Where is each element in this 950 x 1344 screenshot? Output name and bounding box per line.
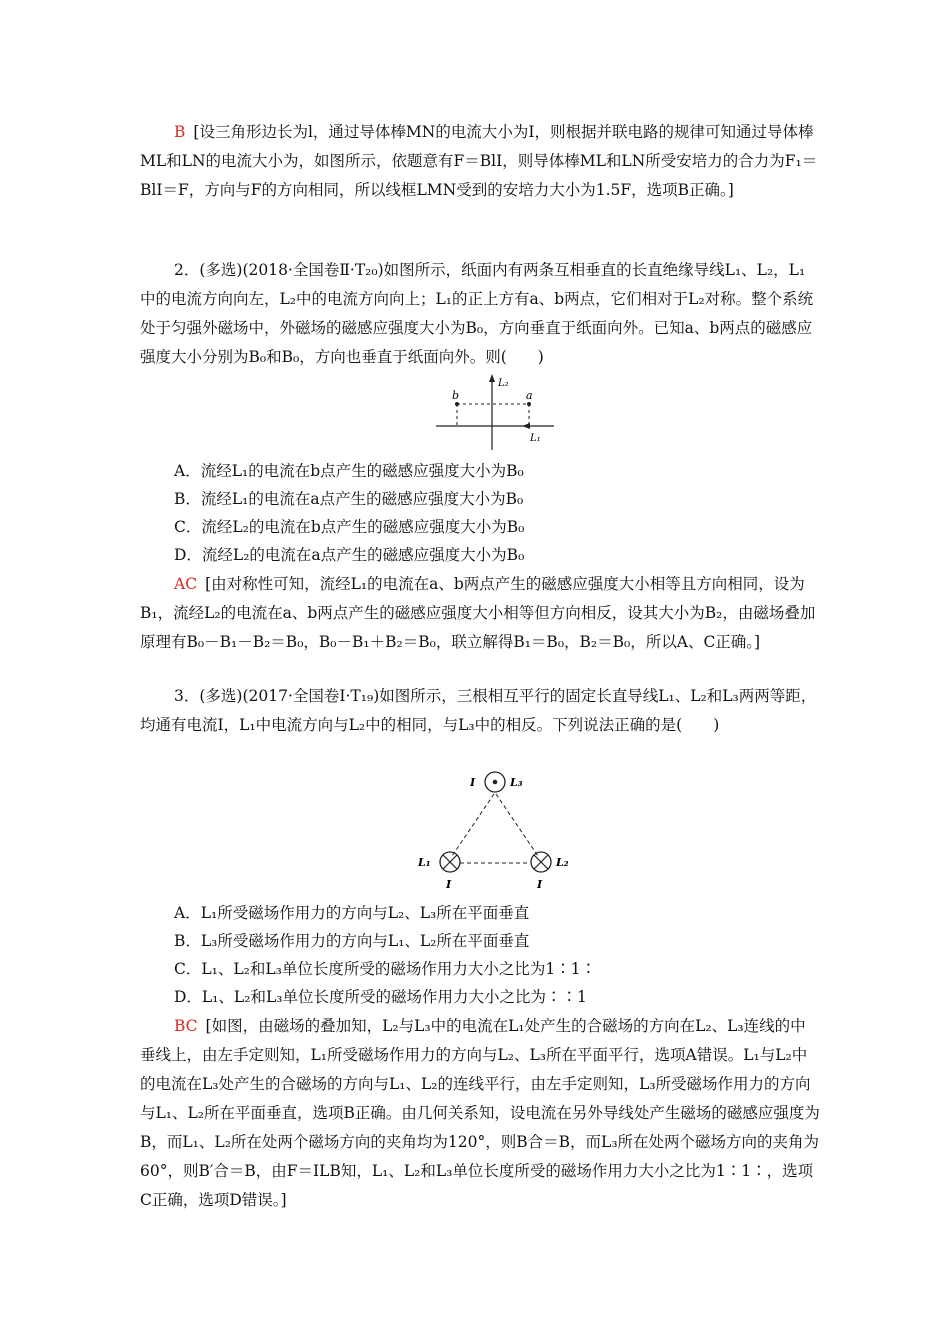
q2-label-L1: L₁: [530, 433, 541, 444]
q2-L2-arrow-icon: [489, 374, 495, 382]
q2-point-a: [527, 402, 531, 406]
q3-label-L2: L₂: [556, 856, 569, 869]
q3-label-L3: L₃: [510, 776, 523, 789]
q3-explanation: [如图，由磁场的叠加知，L₂与L₃中的电流在L₁处产生的合磁场的方向在L₂、L₃连线的中垂线上，由左手定则知，L₁所受磁场作用力的方向与L₂、L₃所在平面平行，选项A错误。L₁与L₂中的电流在L₃处产生的合磁场的方向与L₁、L₂的连线平行，由左手定则知，L₃所受磁场作用力的方向与L₁、L₂所在平面垂直，选项B正确。由几何关系知，设电流在另外导线处产生磁场的磁感应强度为B，而L₁、L₂所在处两个磁场方向的夹角均为120°，则B合＝B，而L₃所在处两个磁场方向的夹角为60°，则B′合＝B，由F＝ILB知，L₁、L₂和L₃单位长度所受的磁场作用力大小之比为1∶1∶，选项C正确，选项D错误。]: [140, 1017, 820, 1209]
q3-label-I-top: I: [470, 776, 476, 789]
q3-stem: 3．(多选)(2017·全国卷Ⅰ·T₁₉)如图所示，三根相互平行的固定长直导线L₁、L₂和L₃两两等距，均通有电流I，L₁中电流方向与L₂中的相同，与L₃中的相反。下列说法正确的是( ): [140, 687, 817, 734]
q1-explanation: [设三角形边长为l，通过导体棒MN的电流大小为I，则根据并联电路的规律可知通过导体棒ML和LN的电流大小为，如图所示，依题意有F＝BlI，则导体棒ML和LN所受安培力的合力为F₁＝BlI＝F，方向与F的方向相同，所以线框LMN受到的安培力大小为1.5F，选项B正确。]: [140, 123, 818, 199]
q1-answer: B: [174, 123, 186, 141]
q2-explanation-block: [140, 570, 820, 657]
q3-explanation-block: [140, 1012, 820, 1215]
q3-dash-L3-L1: [452, 794, 494, 856]
q3-option-d: D．L₁、L₂和L₃单位长度所受的磁场作用力大小之比为∶∶1: [174, 988, 587, 1006]
q3-L3-dot-icon: [485, 772, 505, 792]
q2-explanation: [由对称性可知，流经L₁的电流在a、b两点产生的磁感应强度大小相等且方向相同，设为B₁，流经L₂的电流在a、b两点产生的磁感应强度大小相等但方向相反，设其大小为B₂，由磁场叠加原理有B₀－B₁－B₂＝B₀，B₀－B₁＋B₂＝B₀，联立解得B₁＝B₀，B₂＝B₀，所以A、C正确。]: [140, 575, 816, 651]
q3-option-a: A．L₁所受磁场作用力的方向与L₂、L₃所在平面垂直: [174, 904, 530, 922]
q3-answer: BC: [174, 1017, 198, 1035]
q3-label-I-right: I: [537, 878, 543, 891]
q2-point-b: [455, 402, 459, 406]
q3-option-c: C．L₁、L₂和L₃单位长度所受的磁场作用力大小之比为1∶1∶: [174, 960, 597, 978]
q2-answer: AC: [174, 575, 198, 593]
q2-label-a: a: [526, 389, 533, 402]
q3-label-L1: L₁: [418, 856, 431, 869]
q2-figure: [430, 372, 560, 452]
q2-stem: 2．(多选)(2018·全国卷Ⅱ·T₂₀)如图所示，纸面内有两条互相垂直的长直绝缘导线L₁、L₂，L₁中的电流方向向左，L₂中的电流方向向上；L₁的正上方有a、b两点，它们相对于L₂对称。整个系统处于匀强外磁场中，外磁场的磁感应强度大小为B₀，方向垂直于纸面向外。已知a、b两点的磁感应强度大小分别为B₀和B₀，方向也垂直于纸面向外。则( ): [140, 261, 814, 366]
q2-label-b: b: [452, 389, 460, 402]
q3-figure: [410, 764, 590, 894]
q2-option-c: C．流经L₂的电流在b点产生的磁感应强度大小为B₀: [174, 518, 525, 536]
q3-dash-L3-L2: [496, 794, 538, 856]
q3-L1-cross-icon: [440, 852, 460, 872]
q2-option-a: A．流经L₁的电流在b点产生的磁感应强度大小为B₀: [174, 462, 524, 480]
q2-option-b: B．流经L₁的电流在a点产生的磁感应强度大小为B₀: [174, 490, 524, 508]
q3-option-b: B．L₃所受磁场作用力的方向与L₁、L₂所在平面垂直: [174, 932, 530, 950]
q2-label-L2: L₂: [498, 378, 509, 389]
q2-option-d: D．流经L₂的电流在a点产生的磁感应强度大小为B₀: [174, 546, 525, 564]
q3-label-I-left: I: [446, 878, 452, 891]
q3-L2-cross-icon: [531, 852, 551, 872]
q1-explanation-block: [140, 118, 820, 205]
